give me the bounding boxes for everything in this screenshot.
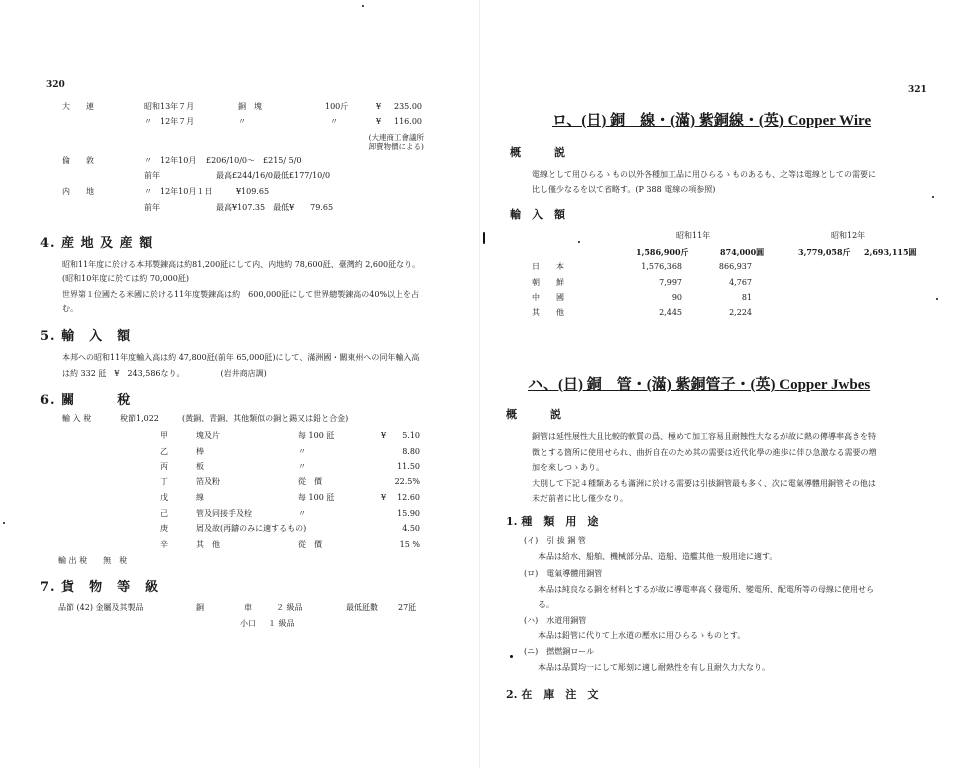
- price-yen: ¥: [376, 102, 382, 111]
- text-line: 昭和11年度に於ける本邦製錬高は約81,200瓩にして内、内地約 78,600瓩、臺灣約 2,600瓩なり。: [62, 260, 421, 269]
- text-line: 世界第１位國たる米國に於ける11年度製錬高は約 600,000瓩にして世界總製錬高の40%以上を占: [62, 290, 420, 299]
- import-country: 日 本: [532, 262, 564, 271]
- tariff-row-item: 管及同接手及栓: [196, 509, 252, 518]
- tariff-row-key: 戊: [160, 493, 168, 502]
- import-yen: 81: [741, 293, 752, 302]
- naichi-place: 内 地: [62, 187, 94, 196]
- naichi-prev: 最高¥107.35 最低¥ 79.65: [216, 203, 334, 212]
- import-year: 昭和12年: [831, 231, 866, 240]
- tariff-row-rate: 15 %: [399, 540, 420, 549]
- scan-mark: [578, 241, 580, 243]
- tariff-row-item: 箔及粉: [196, 477, 220, 486]
- tariff-label: 輸 入 稅: [62, 414, 92, 423]
- text-line: 未だ前者に比し僅少なり。: [532, 494, 628, 503]
- use-head: (ニ) 撚燃銅ロール: [524, 647, 595, 656]
- title-en: Copper Jwbes: [779, 377, 871, 393]
- text-line: む。: [62, 304, 78, 313]
- section-heading: 1. 種 類 用 途: [506, 515, 599, 528]
- cargo-grade: １ 級品: [268, 619, 295, 628]
- tariff-row-key: 庚: [160, 524, 168, 533]
- import-total-kin: 1,586,900斤: [636, 247, 689, 257]
- london-prev-label: 前年: [144, 171, 160, 180]
- tariff-row-rate: 11.50: [397, 462, 420, 471]
- import-yen: 866,937: [718, 262, 752, 271]
- page-number: 320: [46, 80, 65, 90]
- source-note: [340, 133, 424, 151]
- subheading: 概 説: [510, 146, 565, 159]
- use-body: 本品は鉛管に代りて上水道の壓水に用ひらるゝものとす。: [538, 631, 746, 640]
- use-head: (ロ) 電氣導體用銅管: [524, 569, 603, 578]
- price-value: 235.00: [394, 102, 422, 111]
- naichi-price: ¥109.65: [236, 187, 270, 196]
- import-year: 昭和11年: [676, 231, 711, 240]
- title-jp: ハ、(日) 銅 管・(滿) 紫銅管子・(英): [528, 377, 780, 393]
- use-head: (イ) 引 拔 銅 管: [524, 536, 586, 545]
- export-tax: 輸 出 稅 無 稅: [58, 556, 128, 565]
- cargo-min-label: 最低瓩數: [346, 603, 378, 612]
- scan-mark: [932, 196, 934, 198]
- import-yen: 4,767: [729, 278, 752, 287]
- tariff-row-basis: 〃: [298, 447, 306, 456]
- section-heading: 7. 貨 物 等 級: [40, 580, 160, 595]
- tariff-row-basis: 每 100 瓩: [298, 493, 335, 502]
- import-total-yen: 874,000圓: [720, 247, 765, 257]
- section-title-copper-wire: [552, 109, 871, 130]
- tariff-row-item: 棒: [196, 447, 204, 456]
- naichi-date: 〃 12年10月１日: [144, 187, 213, 196]
- tariff-row-item: 線: [196, 493, 204, 502]
- import-kin: 90: [671, 293, 682, 302]
- price-item: 銅 塊: [238, 102, 262, 111]
- import-kin: 2,445: [659, 308, 682, 317]
- tariff-number: 稅節1,022: [120, 414, 159, 423]
- tariff-row-item: 其 他: [196, 540, 220, 549]
- tariff-row-yen: ¥: [381, 493, 387, 502]
- import-kin: 7,997: [659, 278, 682, 287]
- cargo-kind: 車: [244, 603, 252, 612]
- section-heading: 4. 産 地 及 産 額: [40, 236, 154, 251]
- price-yen: ¥: [376, 117, 382, 126]
- tariff-row-basis: 〃: [298, 462, 306, 471]
- price-place: 大 連: [62, 102, 94, 111]
- price-date: 昭和13年７月: [144, 102, 195, 111]
- price-date: 〃 12年７月: [144, 117, 195, 126]
- import-total-kin: 3,779,058斤: [798, 247, 851, 257]
- tariff-row-item: 屑及故(再鑄のみに適するもの): [196, 524, 307, 533]
- cargo-min: 27瓩: [398, 603, 417, 612]
- tariff-row-key: 辛: [160, 540, 168, 549]
- source-note-line: 卸賣物價による): [368, 142, 424, 151]
- tariff-row-key: 己: [160, 509, 168, 518]
- text-line: は約 332 瓩 ¥ 243,586なり。 (岩井商店調): [62, 369, 267, 378]
- use-head: (ハ) 水道用銅管: [524, 616, 587, 625]
- tariff-row-rate: 8.80: [402, 447, 420, 456]
- cargo-label: 品節 (42) 金屬及其製品: [58, 603, 144, 612]
- subheading: 概 説: [506, 408, 561, 421]
- tariff-row-rate: 22.5%: [394, 477, 420, 486]
- text-line: 徴とする箇所に使用せられ、曲折自在のため其の需要は近代化學の進歩に伴ひ急激なる需要の増: [532, 448, 877, 457]
- tariff-row-item: 塊及片: [196, 431, 220, 440]
- section-heading: 2. 在 庫 注 文: [506, 688, 599, 701]
- text-line: 電線として用ひらるゝもの以外各種加工品に用ひらるゝものあるも、之等は電線としての需要に: [532, 170, 876, 179]
- tariff-row-key: 甲: [160, 431, 168, 440]
- text-line: 大別して下記４種類あるも滿洲に於ける需要は引拔銅管最も多く、次に電氣導體用銅管その他は: [532, 479, 876, 488]
- scan-mark: [3, 522, 5, 524]
- section-title-copper-tubes: [528, 373, 870, 394]
- import-country: 中 國: [532, 293, 564, 302]
- import-country: 朝 鮮: [532, 278, 564, 287]
- text-line: 銅管は延性展性大且比較的軟質の爲、極めて加工容易且耐蝕性大なるが故に熱の傳導率高きを特: [532, 432, 876, 441]
- london-date: 〃 12年10月: [144, 156, 197, 165]
- source-note-line: (大連商工會議所: [368, 133, 424, 142]
- tariff-row-key: 乙: [160, 447, 168, 456]
- tariff-row-yen: ¥: [381, 431, 387, 440]
- scan-mark: [936, 298, 938, 300]
- title-jp: ロ、(日) 銅 線・(滿) 紫銅線・(英): [552, 113, 788, 129]
- text-line: 加を來しつゝあり。: [532, 463, 604, 472]
- use-body: 本品は純良なる銅を材料とするが故に導電率高く發電所、變電所、配電所等の母線に使用せら: [538, 585, 874, 594]
- text-line: 本邦への昭和11年度輸入高は約 47,800瓩(前年 65,000瓩)にして、滿洲國・關東州への同年輸入高: [62, 353, 420, 362]
- cargo-kind: 小口: [240, 619, 256, 628]
- import-country: 其 他: [532, 308, 564, 317]
- scan-mark: [483, 232, 485, 244]
- naichi-prev-label: 前年: [144, 203, 160, 212]
- scan-mark: [510, 655, 513, 658]
- price-unit: 〃: [330, 117, 338, 126]
- title-en: Copper Wire: [787, 113, 872, 129]
- tariff-row-rate: 12.60: [397, 493, 420, 502]
- tariff-row-rate: 4.50: [402, 524, 420, 533]
- text-line: (昭和10年度に於ては約 70,000瓩): [62, 274, 189, 283]
- london-place: 倫 敦: [62, 156, 94, 165]
- import-kin: 1,576,368: [641, 262, 682, 271]
- import-yen: 2,224: [729, 308, 752, 317]
- london-price: £206/10/0〜 £215/ 5/0: [206, 156, 302, 165]
- use-body: 本品は品質均一にして彫刻に適し耐熱性を有し且耐久力大なり。: [538, 663, 770, 672]
- cargo-item: 銅: [196, 603, 204, 612]
- london-prev: 最高£244/16/0最低£177/10/0: [216, 171, 331, 180]
- page-number: 321: [908, 85, 927, 95]
- tariff-row-basis: 從 價: [298, 477, 322, 486]
- scan-mark: [362, 5, 364, 7]
- tariff-row-basis: 〃: [298, 509, 306, 518]
- subheading: 輸 入 額: [510, 208, 565, 221]
- use-body: 本品は給水、船舶、機械部分品、造船、造艦其他一般用途に適す。: [538, 552, 778, 561]
- section-heading: 6. 關 稅: [40, 393, 132, 408]
- tariff-row-item: 板: [196, 462, 204, 471]
- price-unit: 100斤: [325, 102, 349, 111]
- left-page: [0, 0, 480, 768]
- right-page: [480, 0, 961, 768]
- import-total-yen: 2,693,115圓: [864, 247, 917, 257]
- use-body: る。: [538, 600, 554, 609]
- section-heading: 5. 輸 入 額: [40, 329, 132, 344]
- tariff-row-basis: 每 100 瓩: [298, 431, 335, 440]
- price-item: 〃: [238, 117, 246, 126]
- tariff-row-rate: 15.90: [397, 509, 420, 518]
- text-line: 比し僅少なるを以て省略す。(P 388 電線の項参照): [532, 185, 716, 194]
- tariff-row-rate: 5.10: [402, 431, 420, 440]
- tariff-row-key: 丁: [160, 477, 168, 486]
- price-value: 116.00: [394, 117, 422, 126]
- tariff-description: (黃銅、青銅、其他類似の銅と錫又は鉛と合金): [182, 414, 349, 423]
- tariff-row-key: 丙: [160, 462, 168, 471]
- tariff-row-basis: 從 價: [298, 540, 322, 549]
- cargo-grade: ２ 級品: [276, 603, 303, 612]
